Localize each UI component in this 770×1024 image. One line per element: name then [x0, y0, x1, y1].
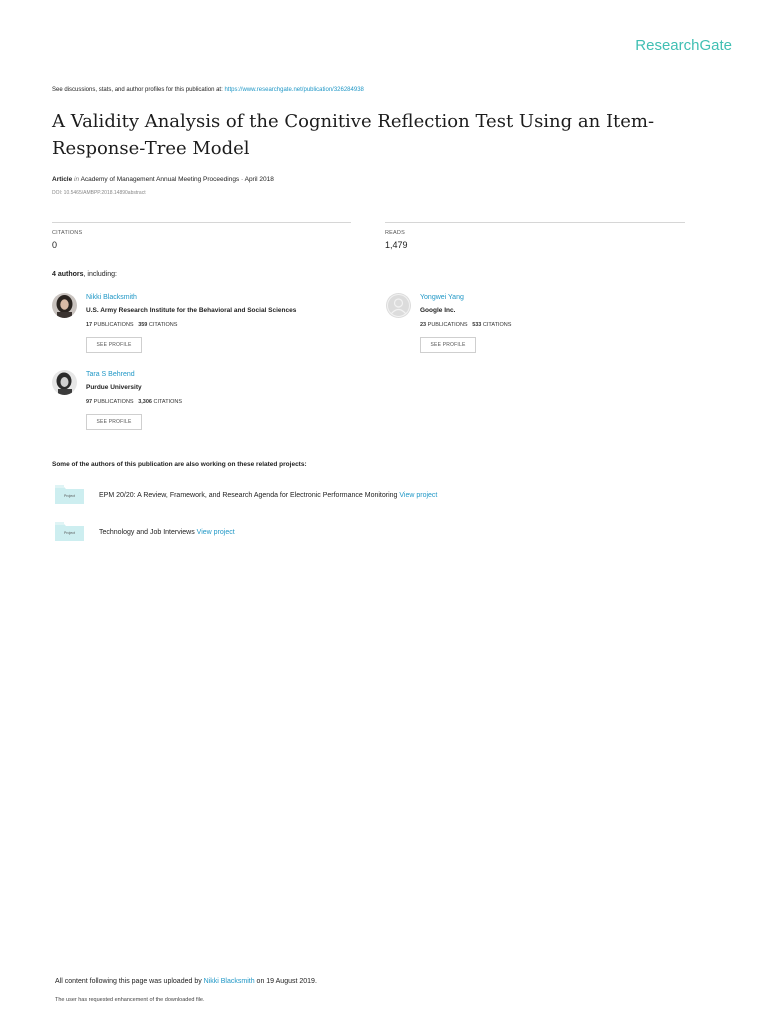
project-title: Technology and Job Interviews: [99, 529, 197, 536]
author-publications-count: 17: [86, 322, 93, 328]
authors-count: [52, 271, 117, 278]
author-stats: [86, 322, 177, 328]
author-avatar-yongwei[interactable]: [386, 293, 411, 318]
author-publications-label: PUBLICATIONS: [427, 322, 468, 328]
publication-type: Article: [52, 176, 73, 183]
project-folder-icon: [55, 485, 84, 504]
related-projects-heading: Some of the authors of this publication are also working on these related projects:: [52, 461, 307, 468]
author-name-nikki[interactable]: Nikki Blacksmith: [86, 294, 137, 301]
authors-count-bold: 4 authors: [52, 271, 84, 278]
project-item: [99, 529, 235, 536]
researchgate-logo[interactable]: ResearchGate: [635, 37, 732, 54]
authors-count-rest: , including:: [83, 271, 117, 278]
author-name-yongwei[interactable]: Yongwei Yang: [420, 294, 464, 301]
author-citations-count: 3,306: [138, 399, 152, 405]
author-name-tara[interactable]: Tara S Behrend: [86, 371, 135, 378]
publication-meta: [52, 176, 274, 183]
project-title: EPM 20/20: A Review, Framework, and Research Agenda for Electronic Performance Monitoring: [99, 492, 400, 499]
project-icon-label: Project: [64, 494, 75, 498]
in-word: in: [74, 176, 80, 183]
author-publications-count: 23: [420, 322, 427, 328]
reads-label: READS: [385, 230, 405, 236]
author-avatar-nikki[interactable]: [52, 293, 77, 318]
author-avatar-tara[interactable]: [52, 370, 77, 395]
see-profile-button[interactable]: SEE PROFILE: [420, 337, 476, 353]
author-publications-label: PUBLICATIONS: [93, 399, 134, 405]
author-institution: Purdue University: [86, 384, 142, 391]
author-citations-label: CITATIONS: [482, 322, 512, 328]
project-icon-label: Project: [64, 531, 75, 535]
uploaded-suffix: on 19 August 2019.: [254, 978, 317, 985]
see-profile-button[interactable]: SEE PROFILE: [86, 337, 142, 353]
author-stats: [420, 322, 511, 328]
project-folder-icon: [55, 522, 84, 541]
view-project-link[interactable]: View project: [196, 529, 235, 536]
author-citations-count: 359: [138, 322, 148, 328]
default-avatar-icon: [386, 293, 411, 318]
project-item: [99, 492, 437, 499]
enhancement-note: The user has requested enhancement of the downloaded file.: [55, 997, 205, 1003]
publication-url-link[interactable]: https://www.researchgate.net/publication/326284938: [224, 87, 364, 93]
citations-value: 0: [52, 240, 58, 250]
discussions-line: [52, 87, 364, 93]
author-photo-icon: [52, 370, 77, 395]
publication-venue: Academy of Management Annual Meeting Proceedings · April 2018: [80, 176, 274, 183]
citations-label: CITATIONS: [52, 230, 83, 236]
reads-value: 1,479: [385, 240, 408, 250]
author-citations-count: 533: [472, 322, 482, 328]
citations-divider: [52, 222, 351, 223]
publication-doi: DOI: 10.5465/AMBPP.2018.14890abstract: [52, 190, 146, 196]
author-institution: U.S. Army Research Institute for the Behavioral and Social Sciences: [86, 307, 297, 314]
uploaded-by-line: [55, 978, 317, 985]
publication-title: A Validity Analysis of the Cognitive Reflection Test Using an Item-Response-Tree Model: [52, 111, 655, 159]
author-citations-label: CITATIONS: [148, 322, 178, 328]
see-profile-button[interactable]: SEE PROFILE: [86, 414, 142, 430]
author-publications-label: PUBLICATIONS: [93, 322, 134, 328]
uploaded-prefix: All content following this page was uploaded by: [55, 978, 204, 985]
author-stats: [86, 399, 182, 405]
view-project-link[interactable]: View project: [399, 492, 438, 499]
discussions-text: See discussions, stats, and author profiles for this publication at:: [52, 87, 225, 93]
author-publications-count: 97: [86, 399, 93, 405]
author-citations-label: CITATIONS: [153, 399, 183, 405]
uploader-link[interactable]: Nikki Blacksmith: [203, 978, 255, 985]
author-institution: Google Inc.: [420, 307, 456, 314]
reads-divider: [385, 222, 685, 223]
author-photo-icon: [52, 293, 77, 318]
